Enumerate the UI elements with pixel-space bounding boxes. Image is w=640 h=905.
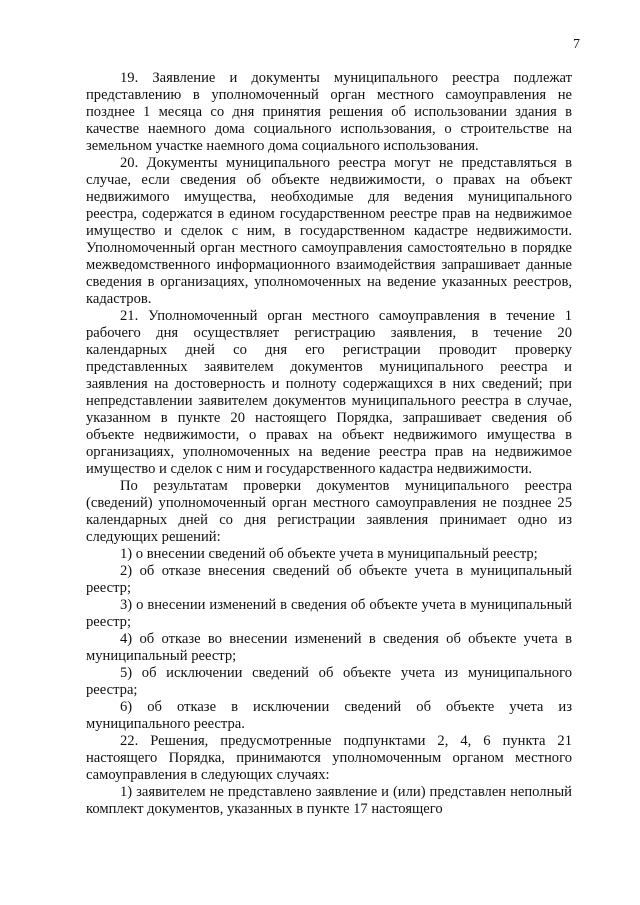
paragraph-21-results: По результатам проверки документов муниципального реестра (сведений) уполномоченный орган местного самоуправления не позднее 25 календарных дней со дня регистрации заявления принимает одно из следующих решений:: [86, 478, 572, 545]
paragraph-22-item-1: 1) заявителем не представлено заявление и (или) представлен неполный комплект документов, указанных в пункте 17 настоящего: [86, 784, 572, 817]
list-item-5: 5) об исключении сведений об объекте учета из муниципального реестра;: [86, 665, 572, 698]
paragraph-20: 20. Документы муниципального реестра могут не представляться в случае, если сведения об объекте недвижимости, о правах на объект недвижимого имущества, необходимые для ведения муниципального реестра, содержатся в едином государственном реестре прав на недвижимое имущество и сделок с ним, в государственном кадастре недвижимости. Уполномоченный орган местного самоуправления самостоятельно в порядке межведомственного информационного взаимодействия запрашивает данные сведения в организациях, уполномоченных на ведение указанных реестров, кадастров.: [86, 155, 572, 307]
paragraph-21: 21. Уполномоченный орган местного самоуправления в течение 1 рабочего дня осуществляет регистрацию заявления, в течение 20 календарных дней со дня его регистрации проводит проверку представленных заявителем документов муниципального реестра и заявления на достоверность и полноту содержащихся в них сведений; при непредставлении заявителем документов муниципального реестра в случае, указанном в пункте 20 настоящего Порядка, запрашивает сведения об объекте недвижимости, о правах на объект недвижимого имущества в организациях, уполномоченных на ведение реестра прав на недвижимое имущество и сделок с ним и государственного кадастра недвижимости.: [86, 308, 572, 477]
document-body: [86, 70, 572, 818]
list-item-6: 6) об отказе в исключении сведений об объекте учета из муниципального реестра.: [86, 699, 572, 732]
list-item-2: 2) об отказе внесения сведений об объекте учета в муниципальный реестр;: [86, 563, 572, 596]
paragraph-22: 22. Решения, предусмотренные подпунктами 2, 4, 6 пункта 21 настоящего Порядка, принимаются уполномоченным органом местного самоуправления в следующих случаях:: [86, 733, 572, 783]
list-item-3: 3) о внесении изменений в сведения об объекте учета в муниципальный реестр;: [86, 597, 572, 630]
list-item-4: 4) об отказе во внесении изменений в сведения об объекте учета в муниципальный реестр;: [86, 631, 572, 664]
paragraph-19: 19. Заявление и документы муниципального реестра подлежат представлению в уполномоченный орган местного самоуправления не позднее 1 месяца со дня принятия решения об использовании здания в качестве наемного дома социального использования, о строительстве на земельном участке наемного дома социального использования.: [86, 70, 572, 154]
page-number: 7: [573, 37, 580, 52]
list-item-1: 1) о внесении сведений об объекте учета в муниципальный реестр;: [120, 546, 538, 562]
